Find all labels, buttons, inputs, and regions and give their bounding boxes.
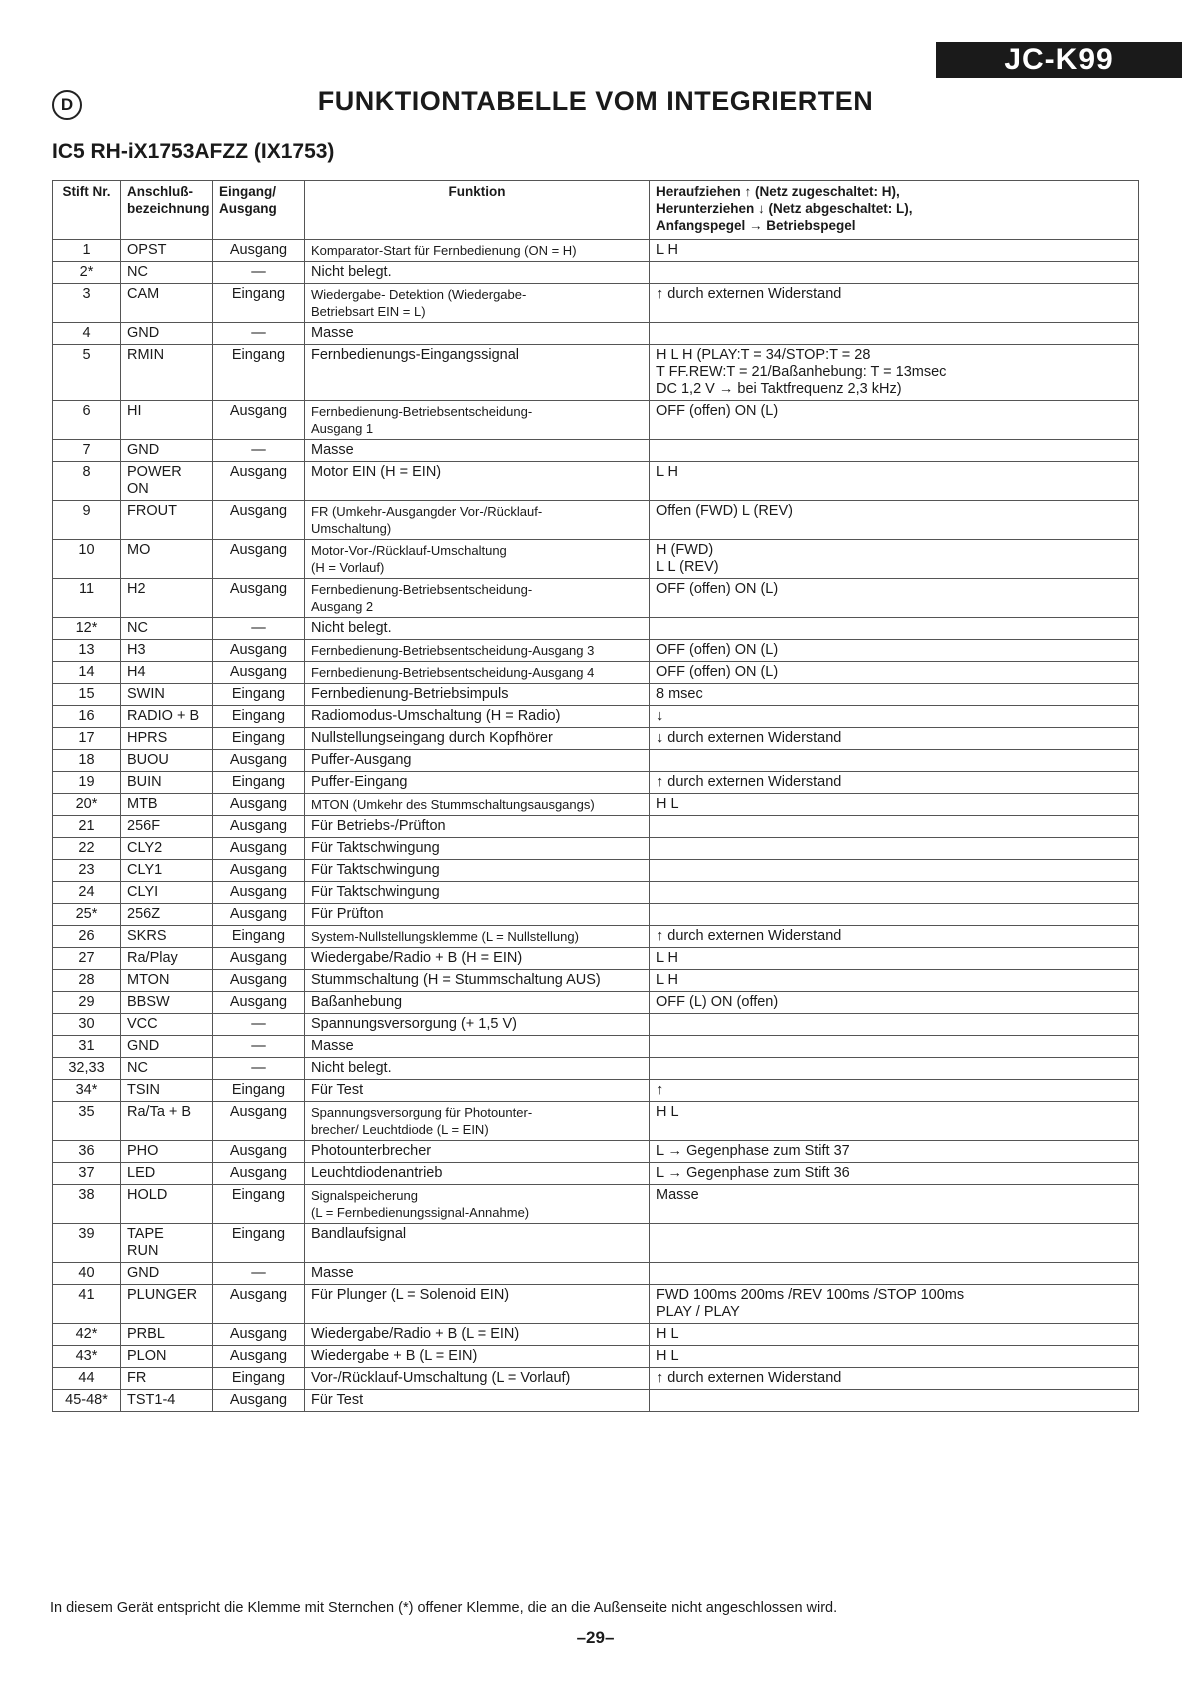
- function-cell: Fernbedienung-Betriebsentscheidung- Ausgang 2: [305, 579, 650, 618]
- table-row: [53, 1141, 1139, 1163]
- io-cell: Eingang: [213, 728, 305, 750]
- name-cell: SKRS: [121, 926, 213, 948]
- function-cell: MTON (Umkehr des Stummschaltungsausgangs): [305, 794, 650, 816]
- function-cell: Vor-/Rücklauf-Umschaltung (L = Vorlauf): [305, 1368, 650, 1390]
- table-row: [53, 1346, 1139, 1368]
- function-cell: Nicht belegt.: [305, 262, 650, 284]
- pin-cell: 34*: [53, 1080, 121, 1102]
- io-cell: Ausgang: [213, 992, 305, 1014]
- name-cell: PLUNGER: [121, 1285, 213, 1324]
- pin-cell: 7: [53, 440, 121, 462]
- column-header-io: Eingang/ Ausgang: [213, 181, 305, 240]
- table-row: [53, 1102, 1139, 1141]
- pin-cell: 40: [53, 1263, 121, 1285]
- ic-title: IC5 RH-iX1753AFZZ (IX1753): [52, 140, 335, 163]
- pin-cell: 17: [53, 728, 121, 750]
- name-cell: NC: [121, 1058, 213, 1080]
- function-cell: Fernbedienung-Betriebsentscheidung-Ausgang 3: [305, 640, 650, 662]
- table-row: [53, 1185, 1139, 1224]
- io-cell: Eingang: [213, 772, 305, 794]
- table-row: [53, 882, 1139, 904]
- function-cell: Leuchtdiodenantrieb: [305, 1163, 650, 1185]
- io-cell: Ausgang: [213, 640, 305, 662]
- column-header-level: Heraufziehen ↑ (Netz zugeschaltet: H), Herunterziehen ↓ (Netz abgeschaltet: L), Anfangspegel → Betriebspegel: [650, 181, 1139, 240]
- io-cell: Ausgang: [213, 948, 305, 970]
- pin-cell: 45-48*: [53, 1390, 121, 1412]
- table-row: [53, 904, 1139, 926]
- pin-cell: 39: [53, 1224, 121, 1263]
- level-cell: ↓: [650, 706, 1139, 728]
- io-cell: Ausgang: [213, 750, 305, 772]
- level-cell: ↑ durch externen Widerstand: [650, 926, 1139, 948]
- level-cell: H L: [650, 1102, 1139, 1141]
- name-cell: RADIO + B: [121, 706, 213, 728]
- level-cell: ↑ durch externen Widerstand: [650, 284, 1139, 323]
- name-cell: 256F: [121, 816, 213, 838]
- name-cell: HOLD: [121, 1185, 213, 1224]
- name-cell: H3: [121, 640, 213, 662]
- pin-cell: 36: [53, 1141, 121, 1163]
- level-cell: [650, 860, 1139, 882]
- name-cell: H4: [121, 662, 213, 684]
- io-cell: Ausgang: [213, 540, 305, 579]
- table-row: [53, 728, 1139, 750]
- language-mark: D: [52, 90, 82, 120]
- name-cell: CLYI: [121, 882, 213, 904]
- io-cell: —: [213, 1263, 305, 1285]
- name-cell: Ra/Play: [121, 948, 213, 970]
- name-cell: BUIN: [121, 772, 213, 794]
- name-cell: OPST: [121, 240, 213, 262]
- function-cell: Für Betriebs-/Prüfton: [305, 816, 650, 838]
- function-cell: Puffer-Eingang: [305, 772, 650, 794]
- function-cell: Für Taktschwingung: [305, 838, 650, 860]
- pin-cell: 32,33: [53, 1058, 121, 1080]
- pin-cell: 42*: [53, 1324, 121, 1346]
- io-cell: Ausgang: [213, 462, 305, 501]
- table-row: [53, 1390, 1139, 1412]
- level-cell: [650, 1036, 1139, 1058]
- table-row: [53, 262, 1139, 284]
- table-row: [53, 1263, 1139, 1285]
- name-cell: Ra/Ta + B: [121, 1102, 213, 1141]
- table-row: [53, 772, 1139, 794]
- table-row: [53, 1163, 1139, 1185]
- io-cell: Eingang: [213, 706, 305, 728]
- name-cell: CLY1: [121, 860, 213, 882]
- name-cell: MTB: [121, 794, 213, 816]
- name-cell: TSIN: [121, 1080, 213, 1102]
- function-cell: Fernbedienung-Betriebsentscheidung-Ausgang 4: [305, 662, 650, 684]
- name-cell: 256Z: [121, 904, 213, 926]
- name-cell: POWER ON: [121, 462, 213, 501]
- level-cell: ↑ durch externen Widerstand: [650, 772, 1139, 794]
- level-cell: [650, 1224, 1139, 1263]
- table-row: [53, 838, 1139, 860]
- function-cell: Fernbedienung-Betriebsentscheidung- Ausgang 1: [305, 401, 650, 440]
- table-row: [53, 284, 1139, 323]
- level-cell: [650, 1263, 1139, 1285]
- column-header-function: Funktion: [305, 181, 650, 240]
- io-cell: Ausgang: [213, 860, 305, 882]
- level-cell: ↑: [650, 1080, 1139, 1102]
- function-cell: Photounterbrecher: [305, 1141, 650, 1163]
- model-badge: JC-K99: [936, 42, 1182, 78]
- io-cell: Ausgang: [213, 1346, 305, 1368]
- io-cell: Ausgang: [213, 1141, 305, 1163]
- io-cell: Ausgang: [213, 904, 305, 926]
- level-cell: L → Gegenphase zum Stift 36: [650, 1163, 1139, 1185]
- name-cell: GND: [121, 1263, 213, 1285]
- name-cell: VCC: [121, 1014, 213, 1036]
- io-cell: Ausgang: [213, 838, 305, 860]
- name-cell: FR: [121, 1368, 213, 1390]
- pin-cell: 1: [53, 240, 121, 262]
- pin-cell: 6: [53, 401, 121, 440]
- pin-function-table: [52, 180, 1139, 1412]
- name-cell: BUOU: [121, 750, 213, 772]
- table-row: [53, 345, 1139, 401]
- level-cell: Masse: [650, 1185, 1139, 1224]
- pin-cell: 23: [53, 860, 121, 882]
- function-cell: Signalspeicherung (L = Fernbedienungssignal-Annahme): [305, 1185, 650, 1224]
- name-cell: GND: [121, 440, 213, 462]
- name-cell: FROUT: [121, 501, 213, 540]
- table-row: [53, 618, 1139, 640]
- name-cell: GND: [121, 323, 213, 345]
- io-cell: Ausgang: [213, 1163, 305, 1185]
- name-cell: HPRS: [121, 728, 213, 750]
- pin-cell: 12*: [53, 618, 121, 640]
- io-cell: Ausgang: [213, 816, 305, 838]
- name-cell: PHO: [121, 1141, 213, 1163]
- function-cell: Masse: [305, 440, 650, 462]
- table-row: [53, 579, 1139, 618]
- table-row: [53, 640, 1139, 662]
- level-cell: H L: [650, 1324, 1139, 1346]
- io-cell: Ausgang: [213, 501, 305, 540]
- level-cell: [650, 816, 1139, 838]
- pin-cell: 20*: [53, 794, 121, 816]
- function-cell: Bandlaufsignal: [305, 1224, 650, 1263]
- pin-cell: 13: [53, 640, 121, 662]
- function-cell: Stummschaltung (H = Stummschaltung AUS): [305, 970, 650, 992]
- level-cell: H L: [650, 1346, 1139, 1368]
- table-row: [53, 1014, 1139, 1036]
- function-cell: Radiomodus-Umschaltung (H = Radio): [305, 706, 650, 728]
- table-row: [53, 462, 1139, 501]
- level-cell: L H: [650, 240, 1139, 262]
- table-row: [53, 926, 1139, 948]
- io-cell: Eingang: [213, 1368, 305, 1390]
- function-cell: Für Taktschwingung: [305, 882, 650, 904]
- table-row: [53, 992, 1139, 1014]
- pin-cell: 25*: [53, 904, 121, 926]
- level-cell: [650, 904, 1139, 926]
- table-row: [53, 1324, 1139, 1346]
- pin-cell: 19: [53, 772, 121, 794]
- name-cell: TAPE RUN: [121, 1224, 213, 1263]
- io-cell: —: [213, 1058, 305, 1080]
- level-cell: OFF (offen) ON (L): [650, 579, 1139, 618]
- function-cell: Für Plunger (L = Solenoid EIN): [305, 1285, 650, 1324]
- table-row: [53, 323, 1139, 345]
- function-cell: Nullstellungseingang durch Kopfhörer: [305, 728, 650, 750]
- function-cell: Fernbedienungs-Eingangssignal: [305, 345, 650, 401]
- function-cell: Für Prüfton: [305, 904, 650, 926]
- pin-cell: 41: [53, 1285, 121, 1324]
- io-cell: Eingang: [213, 284, 305, 323]
- name-cell: BBSW: [121, 992, 213, 1014]
- name-cell: NC: [121, 262, 213, 284]
- name-cell: LED: [121, 1163, 213, 1185]
- function-cell: Nicht belegt.: [305, 618, 650, 640]
- pin-cell: 35: [53, 1102, 121, 1141]
- io-cell: Ausgang: [213, 970, 305, 992]
- table-header-row: [53, 181, 1139, 240]
- name-cell: HI: [121, 401, 213, 440]
- level-cell: L → Gegenphase zum Stift 37: [650, 1141, 1139, 1163]
- name-cell: GND: [121, 1036, 213, 1058]
- name-cell: CLY2: [121, 838, 213, 860]
- function-cell: Masse: [305, 323, 650, 345]
- name-cell: H2: [121, 579, 213, 618]
- pin-cell: 44: [53, 1368, 121, 1390]
- function-cell: Wiedergabe + B (L = EIN): [305, 1346, 650, 1368]
- name-cell: NC: [121, 618, 213, 640]
- function-cell: Komparator-Start für Fernbedienung (ON = H): [305, 240, 650, 262]
- pin-cell: 14: [53, 662, 121, 684]
- function-cell: Spannungsversorgung (+ 1,5 V): [305, 1014, 650, 1036]
- name-cell: SWIN: [121, 684, 213, 706]
- function-cell: Baßanhebung: [305, 992, 650, 1014]
- level-cell: [650, 323, 1139, 345]
- function-cell: Wiedergabe/Radio + B (L = EIN): [305, 1324, 650, 1346]
- level-cell: [650, 618, 1139, 640]
- name-cell: CAM: [121, 284, 213, 323]
- io-cell: Ausgang: [213, 1102, 305, 1141]
- pin-cell: 28: [53, 970, 121, 992]
- pin-cell: 8: [53, 462, 121, 501]
- level-cell: H (FWD) L L (REV): [650, 540, 1139, 579]
- function-cell: Fernbedienung-Betriebsimpuls: [305, 684, 650, 706]
- io-cell: —: [213, 1014, 305, 1036]
- io-cell: Eingang: [213, 1224, 305, 1263]
- function-cell: System-Nullstellungsklemme (L = Nullstellung): [305, 926, 650, 948]
- table-row: [53, 1080, 1139, 1102]
- io-cell: Ausgang: [213, 240, 305, 262]
- pin-cell: 3: [53, 284, 121, 323]
- pin-cell: 16: [53, 706, 121, 728]
- level-cell: ↑ durch externen Widerstand: [650, 1368, 1139, 1390]
- level-cell: L H: [650, 970, 1139, 992]
- table-row: [53, 860, 1139, 882]
- name-cell: PRBL: [121, 1324, 213, 1346]
- table-row: [53, 970, 1139, 992]
- io-cell: Ausgang: [213, 1324, 305, 1346]
- table-row: [53, 948, 1139, 970]
- pin-cell: 27: [53, 948, 121, 970]
- function-cell: Wiedergabe/Radio + B (H = EIN): [305, 948, 650, 970]
- level-cell: Offen (FWD) L (REV): [650, 501, 1139, 540]
- io-cell: Eingang: [213, 926, 305, 948]
- page-number: –29–: [576, 1628, 615, 1647]
- table-row: [53, 684, 1139, 706]
- io-cell: Ausgang: [213, 1390, 305, 1412]
- pin-cell: 30: [53, 1014, 121, 1036]
- level-cell: [650, 882, 1139, 904]
- function-cell: Für Taktschwingung: [305, 860, 650, 882]
- level-cell: OFF (L) ON (offen): [650, 992, 1139, 1014]
- function-cell: Masse: [305, 1263, 650, 1285]
- io-cell: —: [213, 618, 305, 640]
- level-cell: [650, 838, 1139, 860]
- table-row: [53, 401, 1139, 440]
- level-cell: OFF (offen) ON (L): [650, 662, 1139, 684]
- function-cell: Nicht belegt.: [305, 1058, 650, 1080]
- io-cell: Ausgang: [213, 794, 305, 816]
- pin-cell: 11: [53, 579, 121, 618]
- table-row: [53, 1036, 1139, 1058]
- function-cell: FR (Umkehr-Ausgangder Vor-/Rücklauf- Umschaltung): [305, 501, 650, 540]
- table-row: [53, 1368, 1139, 1390]
- pin-cell: 38: [53, 1185, 121, 1224]
- level-cell: [650, 1014, 1139, 1036]
- io-cell: Eingang: [213, 1185, 305, 1224]
- table-row: [53, 440, 1139, 462]
- page-title: FUNKTIONTABELLE VOM INTEGRIERTEN: [317, 86, 874, 116]
- level-cell: [650, 262, 1139, 284]
- function-cell: Puffer-Ausgang: [305, 750, 650, 772]
- function-cell: Spannungsversorgung für Photounter- brecher/ Leuchtdiode (L = EIN): [305, 1102, 650, 1141]
- table-row: [53, 501, 1139, 540]
- table-row: [53, 1285, 1139, 1324]
- level-cell: [650, 1390, 1139, 1412]
- io-cell: Ausgang: [213, 579, 305, 618]
- name-cell: MO: [121, 540, 213, 579]
- level-cell: ↓ durch externen Widerstand: [650, 728, 1139, 750]
- level-cell: OFF (offen) ON (L): [650, 401, 1139, 440]
- pin-cell: 43*: [53, 1346, 121, 1368]
- level-cell: H L H (PLAY:T = 34/STOP:T = 28 T FF.REW:T = 21/Baßanhebung: T = 13msec DC 1,2 V → bei Taktfrequenz 2,3 kHz): [650, 345, 1139, 401]
- name-cell: PLON: [121, 1346, 213, 1368]
- function-cell: Wiedergabe- Detektion (Wiedergabe- Betriebsart EIN = L): [305, 284, 650, 323]
- pin-cell: 18: [53, 750, 121, 772]
- pin-cell: 29: [53, 992, 121, 1014]
- pin-cell: 21: [53, 816, 121, 838]
- function-cell: Motor EIN (H = EIN): [305, 462, 650, 501]
- name-cell: TST1-4: [121, 1390, 213, 1412]
- level-cell: OFF (offen) ON (L): [650, 640, 1139, 662]
- table-row: [53, 240, 1139, 262]
- column-header-name: Anschluß- bezeichnung: [121, 181, 213, 240]
- level-cell: L H: [650, 462, 1139, 501]
- level-cell: [650, 440, 1139, 462]
- pin-cell: 37: [53, 1163, 121, 1185]
- io-cell: —: [213, 262, 305, 284]
- table-row: [53, 794, 1139, 816]
- io-cell: Ausgang: [213, 662, 305, 684]
- io-cell: —: [213, 440, 305, 462]
- table-body: [53, 240, 1139, 1412]
- name-cell: MTON: [121, 970, 213, 992]
- function-cell: Motor-Vor-/Rücklauf-Umschaltung (H = Vorlauf): [305, 540, 650, 579]
- io-cell: —: [213, 1036, 305, 1058]
- function-cell: Für Test: [305, 1390, 650, 1412]
- table-row: [53, 1058, 1139, 1080]
- io-cell: Ausgang: [213, 882, 305, 904]
- function-cell: Für Test: [305, 1080, 650, 1102]
- level-cell: [650, 750, 1139, 772]
- column-header-pin: Stift Nr.: [53, 181, 121, 240]
- table-row: [53, 1224, 1139, 1263]
- io-cell: —: [213, 323, 305, 345]
- table-row: [53, 540, 1139, 579]
- pin-cell: 24: [53, 882, 121, 904]
- level-cell: FWD 100ms 200ms /REV 100ms /STOP 100ms PLAY / PLAY: [650, 1285, 1139, 1324]
- pin-cell: 4: [53, 323, 121, 345]
- pin-cell: 31: [53, 1036, 121, 1058]
- name-cell: RMIN: [121, 345, 213, 401]
- io-cell: Ausgang: [213, 401, 305, 440]
- level-cell: L H: [650, 948, 1139, 970]
- pin-cell: 5: [53, 345, 121, 401]
- pin-cell: 9: [53, 501, 121, 540]
- io-cell: Eingang: [213, 345, 305, 401]
- level-cell: [650, 1058, 1139, 1080]
- io-cell: Ausgang: [213, 1285, 305, 1324]
- table-row: [53, 816, 1139, 838]
- table-row: [53, 706, 1139, 728]
- pin-cell: 2*: [53, 262, 121, 284]
- table-row: [53, 662, 1139, 684]
- footnote: In diesem Gerät entspricht die Klemme mit Sternchen (*) offener Klemme, die an die Außenseite nicht angeschlossen wird.: [50, 1600, 838, 1616]
- function-cell: Masse: [305, 1036, 650, 1058]
- pin-cell: 15: [53, 684, 121, 706]
- table-row: [53, 750, 1139, 772]
- pin-cell: 26: [53, 926, 121, 948]
- level-cell: H L: [650, 794, 1139, 816]
- pin-cell: 22: [53, 838, 121, 860]
- pin-cell: 10: [53, 540, 121, 579]
- io-cell: Eingang: [213, 684, 305, 706]
- io-cell: Eingang: [213, 1080, 305, 1102]
- level-cell: 8 msec: [650, 684, 1139, 706]
